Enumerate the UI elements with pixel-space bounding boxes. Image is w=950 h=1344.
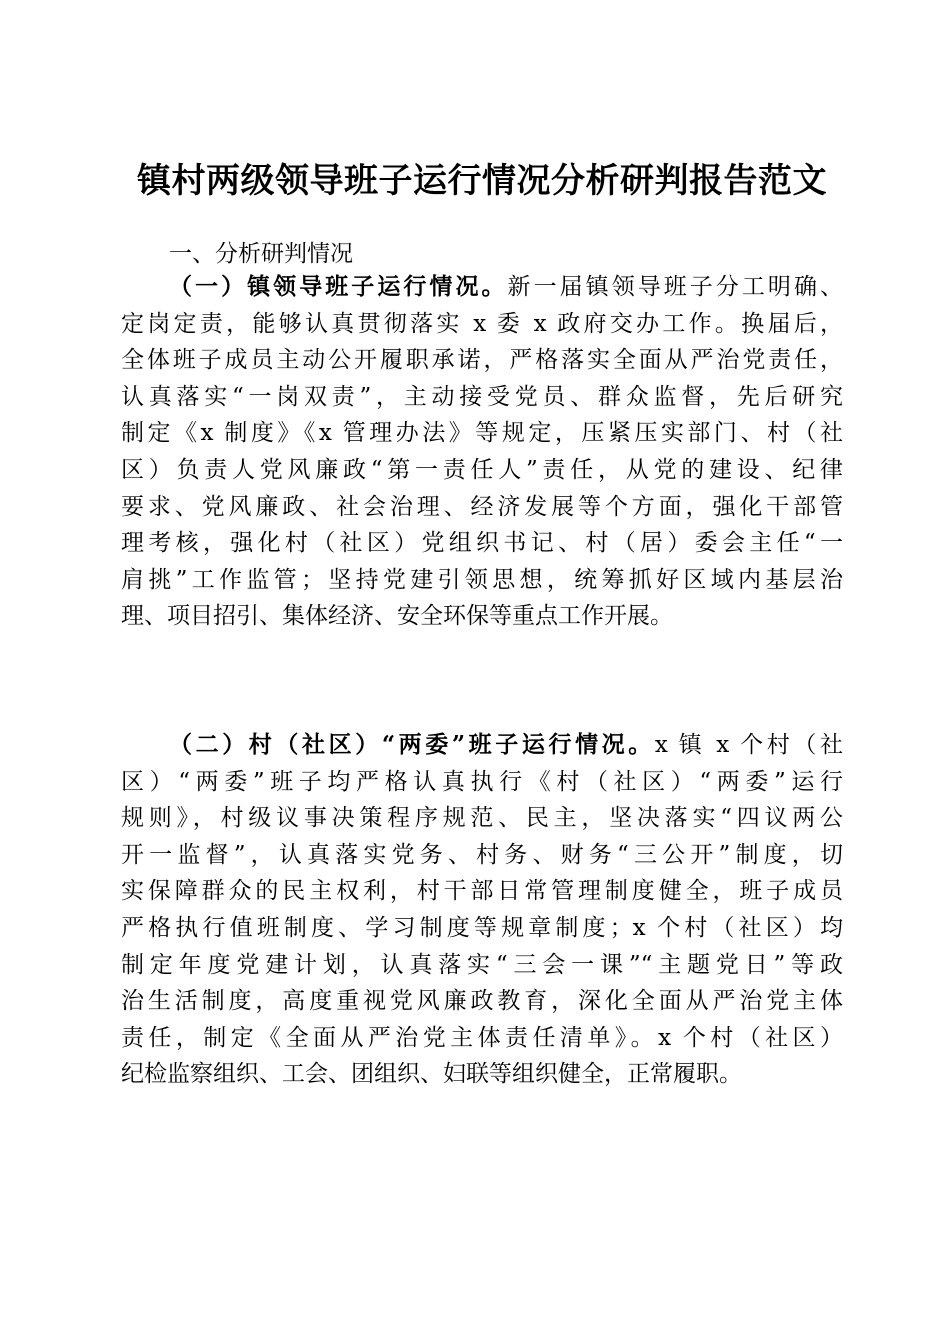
paragraph-line: 要求、党风廉政、社会治理、经济发展等个方面，强化干部管 <box>121 493 843 520</box>
paragraph-line: 治生活制度，高度重视党风廉政教育，深化全面从严治党主体 <box>121 988 843 1015</box>
paragraph-line <box>121 269 843 306</box>
line-text: x 镇 x 个村（社 <box>654 732 843 758</box>
paragraph-line: 定岗定责，能够认真贯彻落实 x 委 x 政府交办工作。换届后， <box>121 310 843 337</box>
paragraph-line: 区）“两委”班子均严格认真执行《村（社区）“两委”运行 <box>121 768 843 795</box>
paragraph-line: 开一监督”，认真落实党务、村务、财务“三公开”制度，切 <box>121 841 843 868</box>
paragraph-line: 责任，制定《全面从严治党主体责任清单》。x 个村（社区） <box>121 1024 843 1051</box>
paragraph-line <box>121 727 843 764</box>
subheading-village-committees: （二）村（社区）“两委”班子运行情况。 <box>169 731 655 758</box>
document-title: 镇村两级领导班子运行情况分析研判报告范文 <box>137 160 827 201</box>
paragraph-village-committees <box>121 727 843 1093</box>
paragraph-line: 区）负责人党风廉政“第一责任人”责任，从党的建设、纪律 <box>121 456 843 483</box>
paragraph-line: 实保障群众的民主权利，村干部日常管理制度健全，班子成员 <box>121 878 843 905</box>
line-text: 新一届镇领导班子分工明确、 <box>507 274 844 300</box>
paragraph-line: 认真落实“一岗双责”，主动接受党员、群众监督，先后研究 <box>121 383 843 410</box>
paragraph-line: 纪检监察组织、工会、团组织、妇联等组织健全，正常履职。 <box>121 1061 742 1088</box>
paragraph-line: 理考核，强化村（社区）党组织书记、村（居）委会主任“一 <box>121 530 843 557</box>
subheading-town-leadership: （一）镇领导班子运行情况。 <box>169 273 508 300</box>
paragraph-line: 肩挑”工作监管；坚持党建引领思想，统筹抓好区域内基层治 <box>121 566 843 593</box>
paragraph-line: 严格执行值班制度、学习制度等规章制度；x 个村（社区）均 <box>121 914 843 941</box>
paragraph-line: 制定年度党建计划，认真落实“三会一课”“主题党日”等政 <box>121 951 843 978</box>
section-heading-analysis: 一、分析研判情况 <box>169 241 353 267</box>
paragraph-town-leadership <box>121 269 843 635</box>
paragraph-line: 理、项目招引、集体经济、安全环保等重点工作开展。 <box>121 603 673 630</box>
paragraph-line: 制定《x 制度》《x 管理办法》等规定，压紧压实部门、村（社 <box>121 420 843 447</box>
paragraph-line: 规则》，村级议事决策程序规范、民主，坚决落实“四议两公 <box>121 805 843 832</box>
paragraph-line: 全体班子成员主动公开履职承诺，严格落实全面从严治党责任， <box>121 347 843 374</box>
